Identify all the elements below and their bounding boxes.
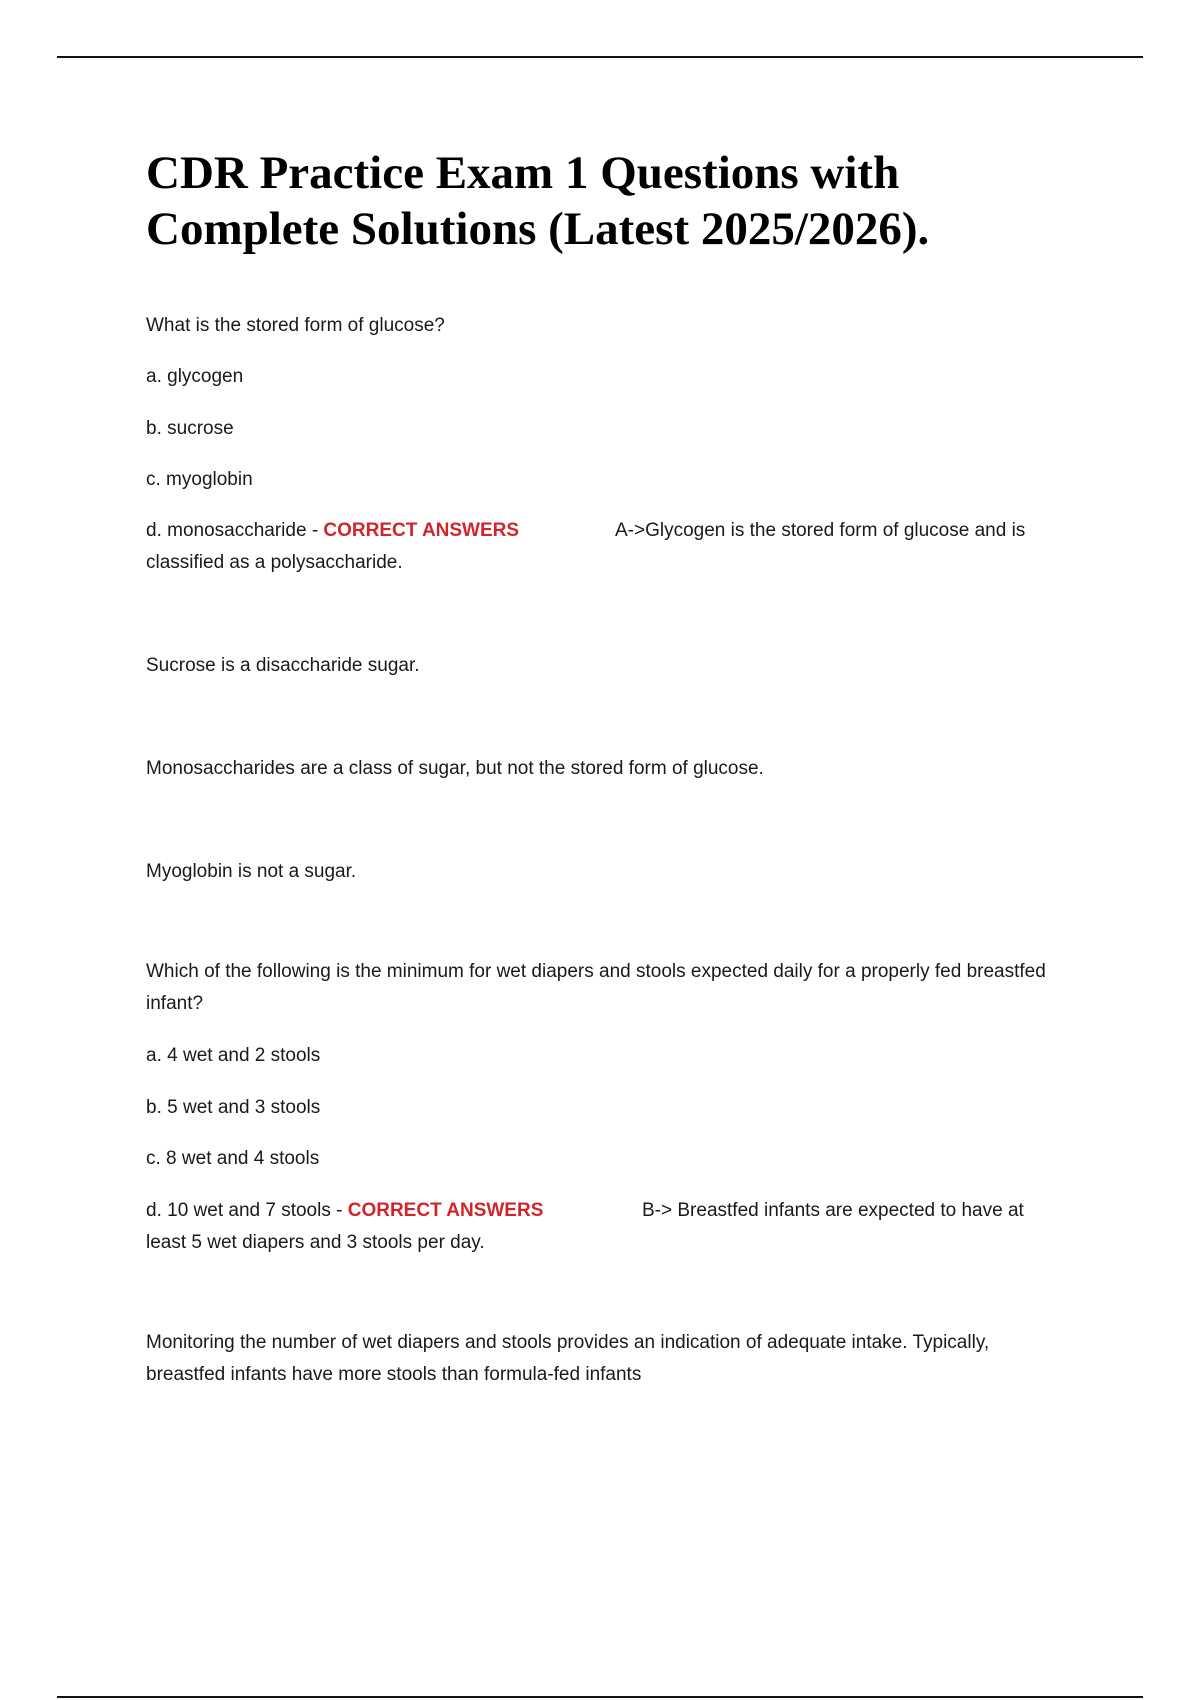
bottom-rule bbox=[57, 1696, 1143, 1698]
top-rule bbox=[57, 56, 1143, 58]
question-1-option-c: c. myoglobin bbox=[146, 469, 253, 490]
question-2-option-d-text: d. 10 wet and 7 stools - bbox=[146, 1200, 348, 1221]
question-1-option-d-text: d. monosaccharide - bbox=[146, 520, 324, 541]
question-2-prompt: Which of the following is the minimum for wet diapers and stools expected daily for a properly fed breastfed infant? bbox=[146, 961, 1046, 1014]
document-title: CDR Practice Exam 1 Questions with Complete Solutions (Latest 2025/2026). bbox=[146, 147, 930, 255]
question-2-option-c: c. 8 wet and 4 stools bbox=[146, 1148, 320, 1169]
question-2-note-1: Monitoring the number of wet diapers and stools provides an indication of adequate intake. Typically, breastfed infants have more stools than formula-fed infants bbox=[146, 1332, 990, 1385]
question-2-option-a: a. 4 wet and 2 stools bbox=[146, 1045, 321, 1066]
question-1-note-1: Sucrose is a disaccharide sugar. bbox=[146, 655, 420, 676]
question-1-note-3: Myoglobin is not a sugar. bbox=[146, 861, 357, 882]
question-1-option-b: b. sucrose bbox=[146, 418, 234, 439]
question-2-rationale: B-> Breastfed infants are expected to have at bbox=[642, 1200, 1024, 1221]
correct-answers-label: CORRECT ANSWERS bbox=[323, 520, 520, 541]
question-2-option-d bbox=[146, 1195, 543, 1227]
question-1-rationale-continued: classified as a polysaccharide. bbox=[146, 552, 403, 573]
question-2-option-b: b. 5 wet and 3 stools bbox=[146, 1097, 321, 1118]
question-2-rationale-continued: least 5 wet diapers and 3 stools per day. bbox=[146, 1232, 485, 1253]
question-1-option-d bbox=[146, 515, 519, 547]
question-1-prompt: What is the stored form of glucose? bbox=[146, 315, 445, 336]
question-1-option-a: a. glycogen bbox=[146, 366, 244, 387]
correct-answers-label: CORRECT ANSWERS bbox=[347, 1200, 544, 1221]
question-1-note-2: Monosaccharides are a class of sugar, but not the stored form of glucose. bbox=[146, 758, 764, 779]
question-1-rationale: A->Glycogen is the stored form of glucose and is bbox=[615, 520, 1026, 541]
